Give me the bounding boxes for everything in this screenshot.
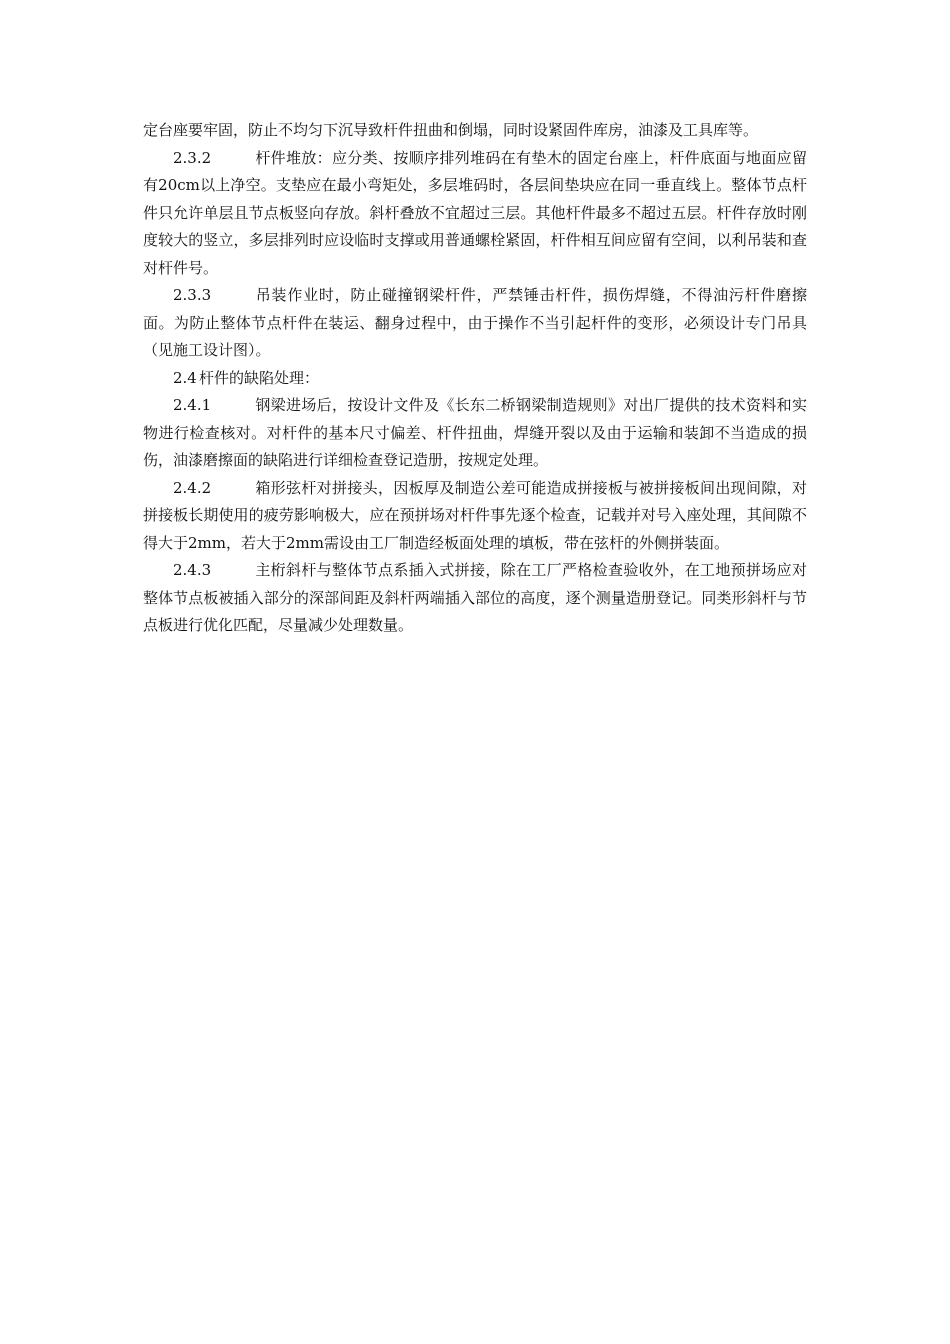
paragraph-2-3-2	[143, 145, 807, 283]
section-number: 2.4.1	[173, 396, 212, 414]
paragraph-2-3-3	[143, 282, 807, 365]
paragraph-text: 箱形弦杆对拼接头，因板厚及制造公差可能造成拼接板与被拼接板间出现间隙，对拼接板长期使用的疲劳影响极大，应在预拼场对杆件事先逐个检查，记载并对号入座处理，其间隙不得大于2mm，若大于2mm需设由工厂制造经板面处理的填板，带在弦杆的外侧拼装面。	[143, 478, 807, 552]
section-number: 2.3.3	[173, 286, 212, 304]
paragraph-2-4-3	[143, 557, 807, 640]
section-heading-text: 杆件的缺陷处理：	[199, 368, 320, 387]
paragraph-text: 杆件堆放：应分类、按顺序排列堆码在有垫木的固定台座上，杆件底面与地面应留有20cm以上净空。支垫应在最小弯矩处，多层堆码时，各层间垫块应在同一垂直线上。整体节点杆件只允许单层且节点板竖向存放。斜杆叠放不宜超过三层。其他杆件最多不超过五层。杆件存放时刚度较大的竖立，多层排列时应设临时支撑或用普通螺栓紧固，杆件相互间应留有空间，以利吊装和查对杆件号。	[143, 148, 807, 277]
paragraph-continuation	[143, 117, 807, 145]
paragraph-2-4-1	[143, 392, 807, 475]
section-number: 2.4	[173, 368, 197, 387]
paragraph-text: 钢梁进场后，按设计文件及《长东二桥钢梁制造规则》对出厂提供的技术资料和实物进行检查核对。对杆件的基本尺寸偏差、杆件扭曲，焊缝开裂以及由于运输和装卸不当造成的损伤，油漆磨擦面的缺陷进行详细检查登记造册，按规定处理。	[143, 396, 807, 469]
section-number: 2.3.2	[173, 148, 212, 167]
paragraph-text: 吊装作业时，防止碰撞钢梁杆件，严禁锤击杆件，损伤焊缝，不得油污杆件磨擦面。为防止整体节点杆件在装运、翻身过程中，由于操作不当引起杆件的变形，必须设计专门吊具（见施工设计图）。	[143, 286, 807, 359]
section-number: 2.4.3	[173, 561, 212, 579]
paragraph-2-4-2	[143, 475, 807, 558]
section-number: 2.4.2	[173, 478, 212, 497]
document-page	[143, 117, 807, 640]
section-heading-2-4	[143, 365, 807, 393]
paragraph-text: 主桁斜杆与整体节点系插入式拼接，除在工厂严格检查验收外，在工地预拼场应对整体节点板被插入部分的深部间距及斜杆两端插入部位的高度，逐个测量造册登记。同类形斜杆与节点板进行优化匹配，尽量减少处理数量。	[143, 561, 807, 634]
paragraph-text: 定台座要牢固，防止不均匀下沉导致杆件扭曲和倒塌，同时设紧固件库房，油漆及工具库等。	[143, 121, 759, 139]
